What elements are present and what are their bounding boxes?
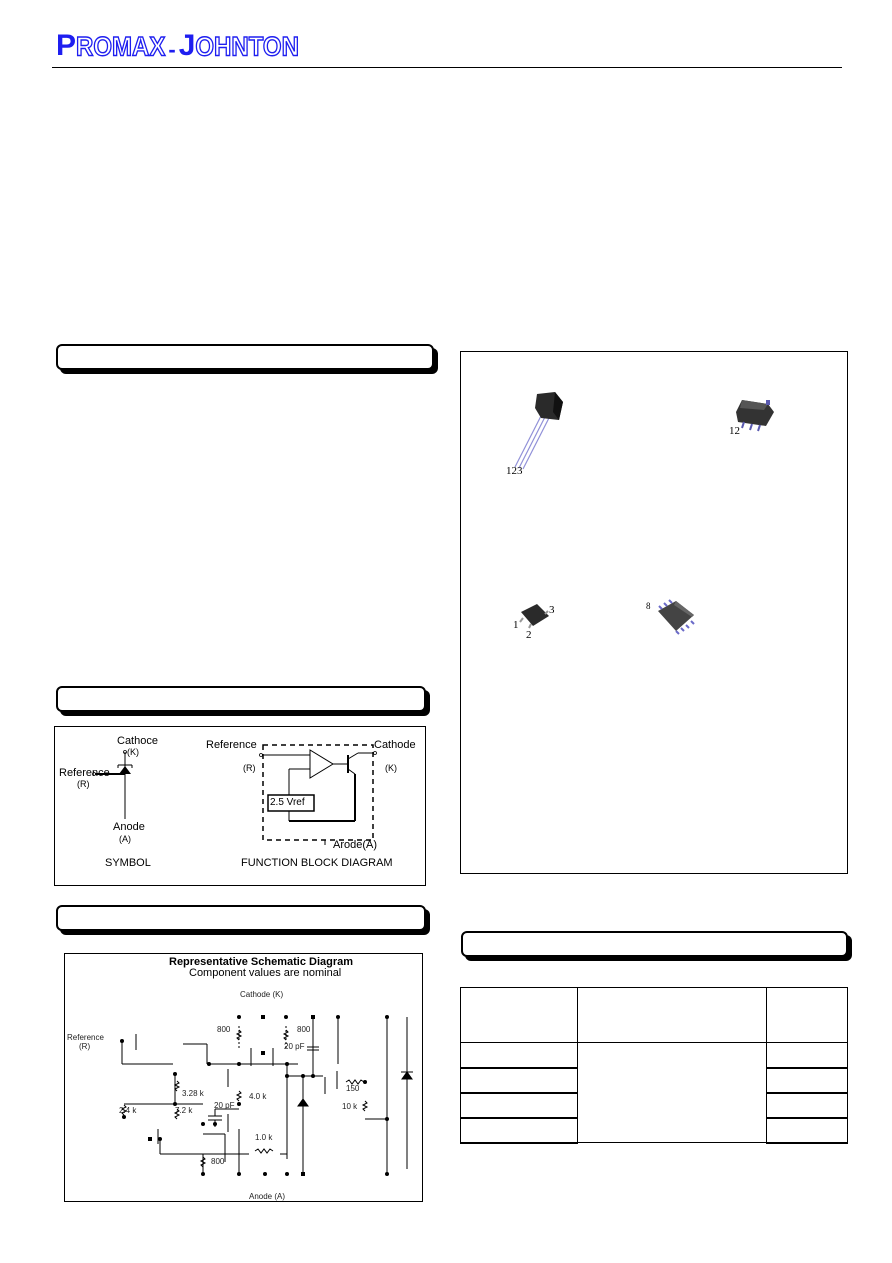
symbol-caption: SYMBOL — [105, 857, 151, 869]
section-header-ordering — [461, 931, 848, 957]
component-r150: 150 — [346, 1084, 360, 1093]
table-cell — [461, 1068, 578, 1093]
schematic-reference-pin: (R) — [79, 1042, 91, 1051]
logo-initial-j: J — [178, 29, 196, 62]
block-anode-label: Arode(A) — [333, 839, 378, 851]
schematic-diagram-box — [64, 953, 423, 1202]
table-cell — [766, 1068, 847, 1093]
table-cell — [461, 1118, 578, 1143]
sot89-package-image — [726, 392, 786, 442]
table-cell-merged — [578, 1043, 766, 1143]
component-r4-0k: 4.0 k — [249, 1092, 267, 1101]
section-header-pin-config — [56, 686, 426, 712]
block-cathode-label: Cathode — [374, 739, 416, 751]
symbol-reference-label: Reference — [59, 767, 110, 779]
to92-pin-labels: 123 — [506, 465, 523, 477]
header-divider — [52, 67, 842, 68]
sot23-pin-2: 2 — [526, 629, 532, 641]
component-r800-top-right: 800 — [297, 1025, 311, 1034]
table-header-row — [461, 988, 848, 1043]
block-caption: FUNCTION BLOCK DIAGRAM — [241, 857, 393, 869]
schematic-cathode-label: Cathode (K) — [240, 990, 284, 999]
package-images-box — [460, 351, 848, 874]
symbol-reference-pin: (R) — [77, 779, 90, 789]
component-r3-28k: 3.28 k — [182, 1089, 204, 1098]
block-reference-label: Reference — [206, 739, 257, 751]
sot89-pin-labels: 12 — [729, 425, 740, 437]
table-header-cell — [578, 988, 766, 1043]
table-cell — [461, 1093, 578, 1118]
to92-package-image — [501, 382, 571, 482]
component-r7-2k: 7.2 k — [175, 1106, 193, 1115]
component-r1-0k: 1.0 k — [255, 1133, 273, 1142]
component-c20pf-mid: 20 pF — [214, 1101, 235, 1110]
logo-initial-p: P — [56, 29, 77, 62]
table-cell — [461, 1043, 578, 1068]
sop8-package-image — [646, 597, 706, 647]
table-cell — [766, 1043, 847, 1068]
section-header-schematic — [56, 905, 426, 931]
schematic-anode-label: Anode (A) — [249, 1192, 286, 1201]
table-header-cell — [766, 988, 847, 1043]
section-header-description — [56, 344, 434, 370]
block-reference-pin: (R) — [243, 763, 256, 773]
logo-text-romax: ROMAX — [76, 32, 166, 63]
table-row — [461, 1043, 848, 1068]
sot23-package-image — [511, 600, 561, 645]
symbol-cathode-label: Cathoce — [117, 735, 158, 747]
block-cathode-pin: (K) — [385, 763, 397, 773]
component-r10k: 10 k — [342, 1102, 358, 1111]
schematic-title: Representative Schematic Diagram — [169, 956, 354, 968]
sop8-pin-label: 8 — [646, 601, 651, 611]
component-r2-4k: 2.4 k — [119, 1106, 137, 1115]
symbol-anode-pin: (A) — [119, 834, 131, 844]
symbol-anode-label: Anode — [113, 821, 145, 833]
table-header-cell — [461, 988, 578, 1043]
table-cell — [766, 1118, 847, 1143]
symbol-cathode-pin: (K) — [127, 747, 139, 757]
schematic-reference-label: Reference — [67, 1033, 104, 1042]
component-c20pf-top: 20 pF — [284, 1042, 305, 1051]
component-r800-bottom: 800 — [211, 1157, 225, 1166]
sot23-pin-3: 3 — [549, 604, 555, 616]
logo-separator: - — [168, 37, 176, 62]
component-r800-top-left: 800 — [217, 1025, 231, 1034]
logo-text-ohnton: OHNTON — [195, 32, 299, 63]
schematic-graphic — [65, 954, 424, 1203]
ordering-table — [460, 987, 848, 1144]
sot23-pin-1: 1 — [513, 619, 519, 631]
company-logo — [56, 31, 299, 61]
table-cell — [766, 1093, 847, 1118]
block-vref-label: 2.5 Vref — [270, 797, 305, 808]
symbol-diagram-box — [54, 726, 426, 886]
schematic-subtitle: Component values are nominal — [189, 967, 342, 979]
